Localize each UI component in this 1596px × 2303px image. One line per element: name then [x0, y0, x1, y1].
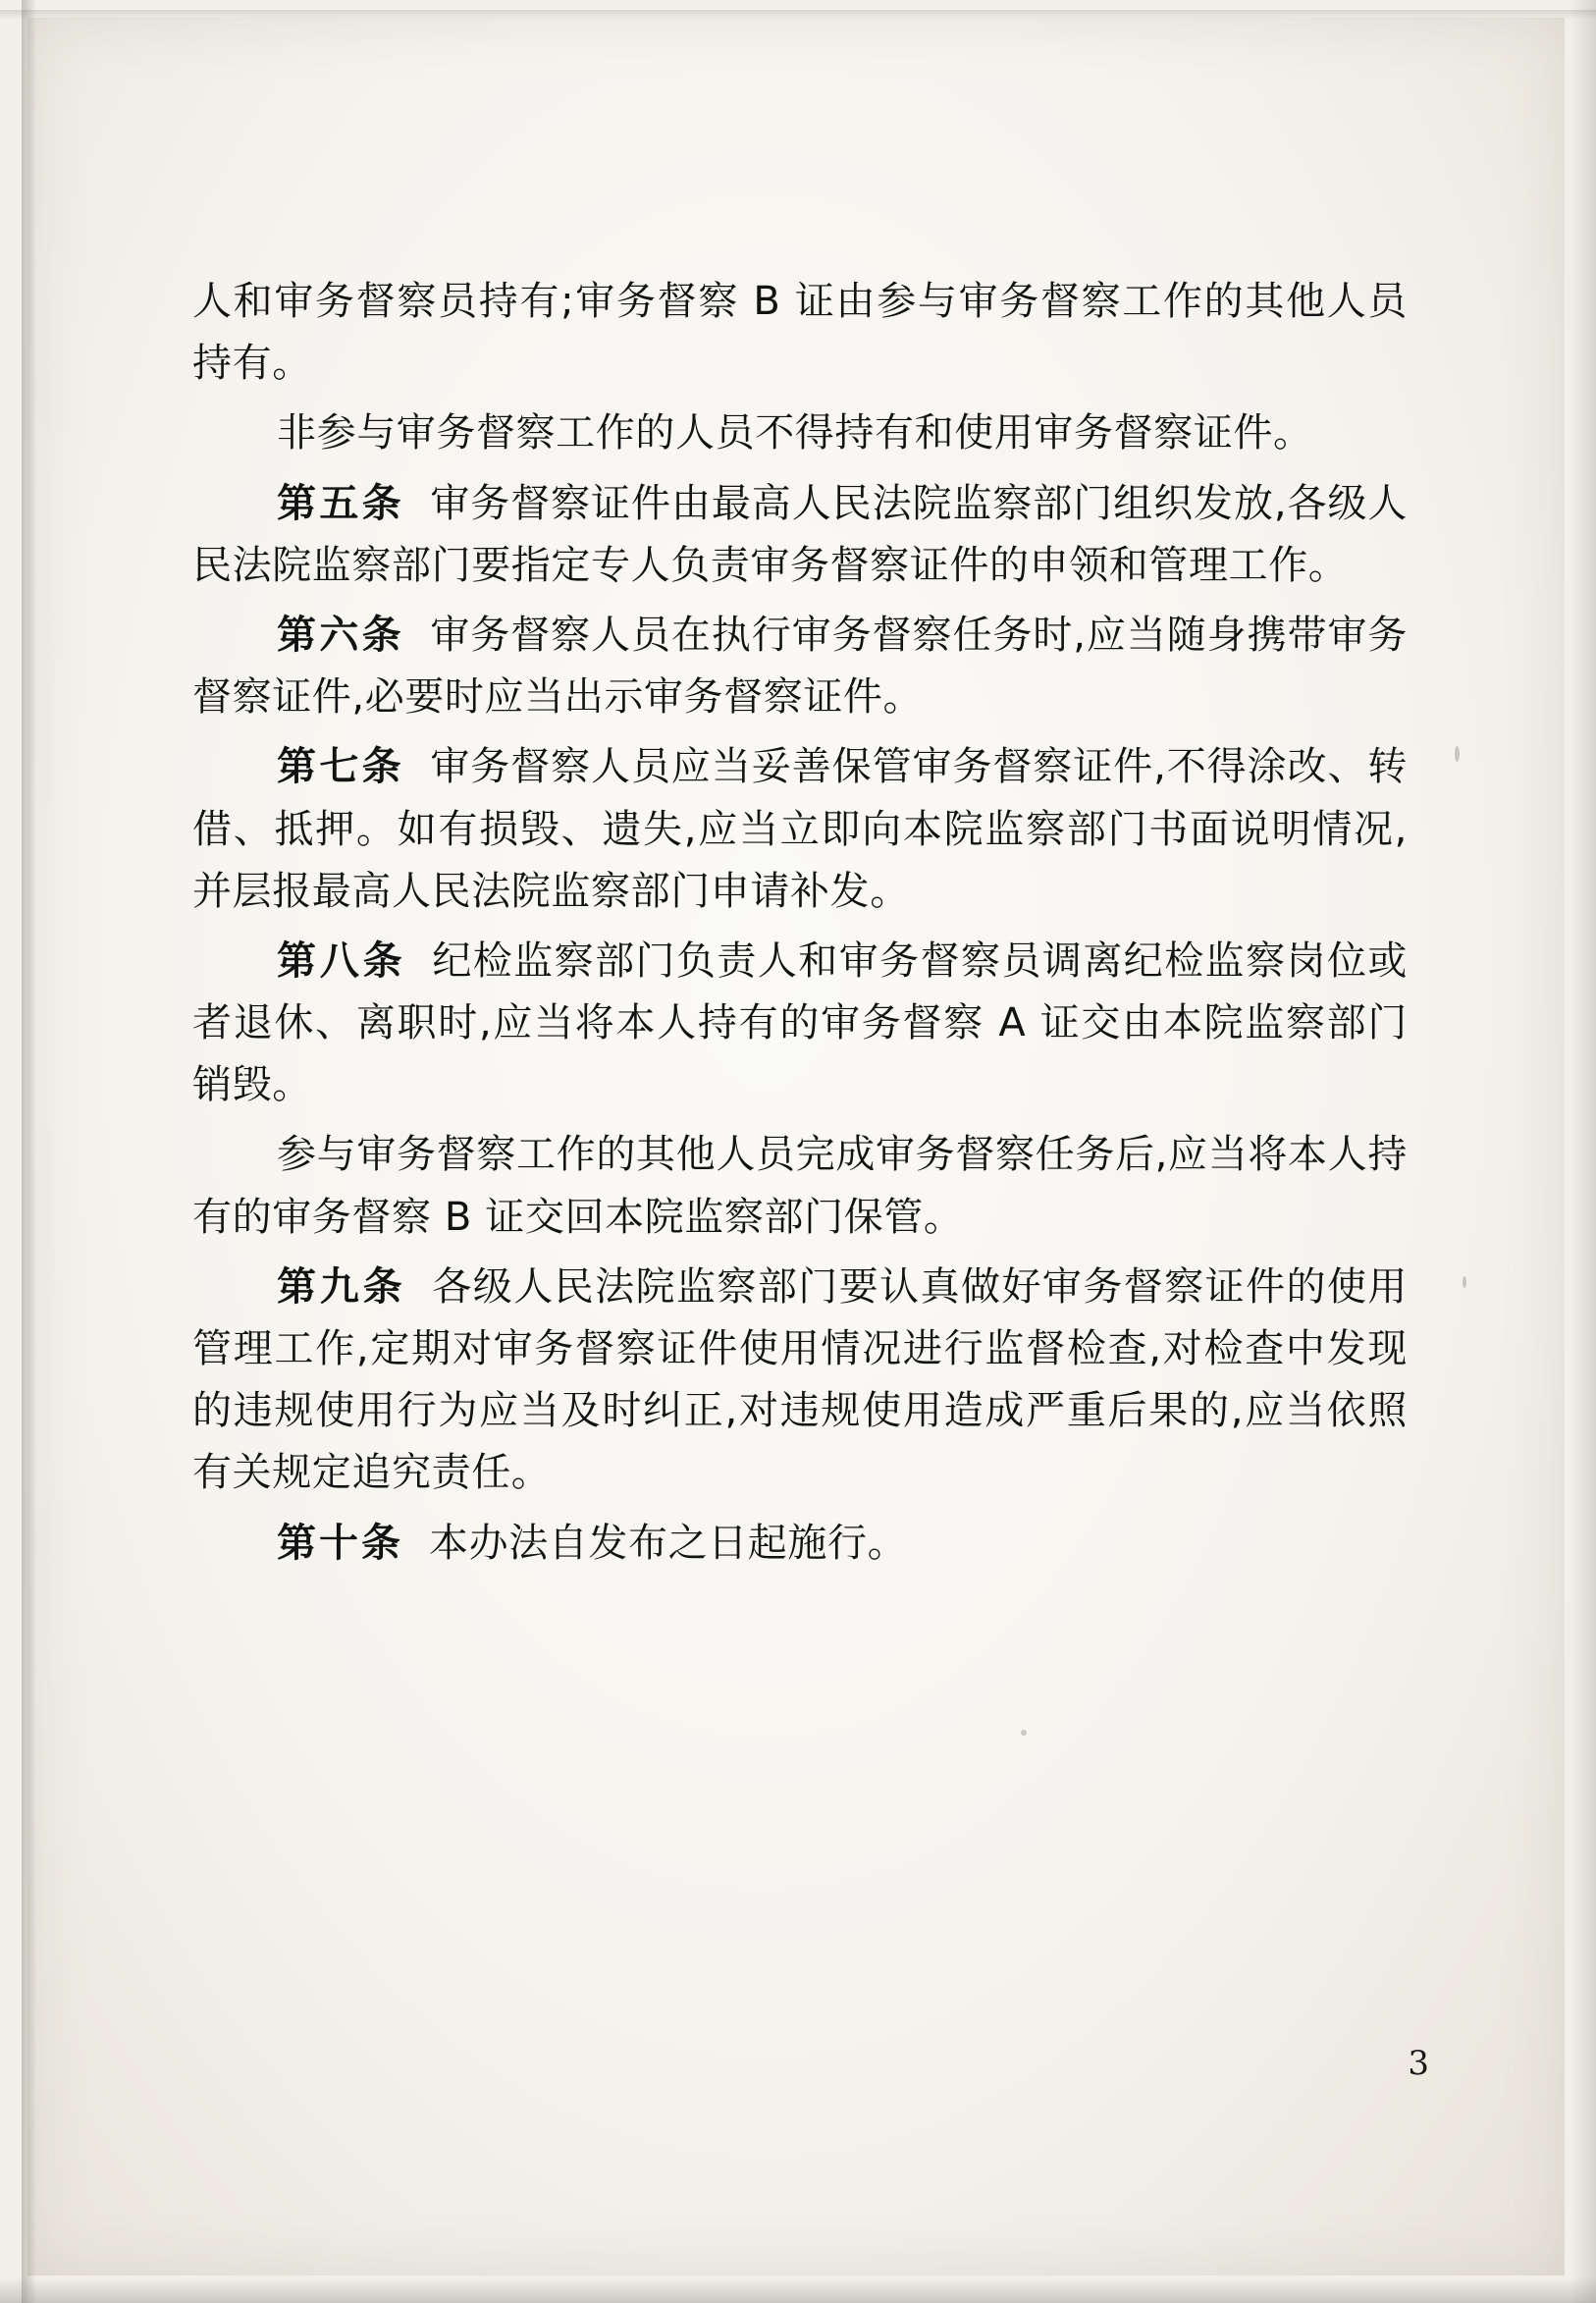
article-label: 第五条: [277, 480, 404, 526]
document-body: [192, 271, 1408, 1582]
article-label: 第九条: [277, 1263, 406, 1310]
paragraph-text: 本办法自发布之日起施行。: [429, 1520, 908, 1566]
paragraph-continued: [192, 271, 1408, 395]
paragraph-text: 人和审务督察员持有;审务督察 B 证由参与审务督察工作的其他人员持有。: [192, 279, 1408, 387]
article-10: [192, 1513, 1408, 1575]
scan-edge-right: [1570, 0, 1596, 2303]
paragraph-text: 审务督察人员在执行审务督察任务时,应当随身携带审务督察证件,必要时应当出示审务督察证件。: [192, 612, 1409, 721]
paragraph-non-participants: [192, 402, 1408, 464]
scan-edge-bottom: [0, 2277, 1596, 2303]
article-label: 第六条: [277, 612, 404, 658]
scan-edge-left: [22, 0, 35, 2303]
article-5: [192, 473, 1408, 597]
article-7: [192, 736, 1408, 923]
paragraph-text: 审务督察人员应当妥善保管审务督察证件,不得涂改、转借、抵押。如有损毁、遗失,应当立即向本院监察部门书面说明情况,并层报最高人民法院监察部门申请补发。: [192, 744, 1409, 914]
article-6: [192, 605, 1408, 728]
paragraph-text: 各级人民法院监察部门要认真做好审务督察证件的使用管理工作,定期对审务督察证件使用情况进行监督检查,对检查中发现的违规使用行为应当及时纠正,对违规使用造成严重后果的,应当依照有关规定追究责任。: [192, 1263, 1408, 1496]
paragraph-text: 审务督察证件由最高人民法院监察部门组织发放,各级人民法院监察部门要指定专人负责审务督察证件的申领和管理工作。: [192, 480, 1409, 588]
paragraph-text: 纪检监察部门负责人和审务督察员调离纪检监察岗位或者退休、离职时,应当将本人持有的审务督察 A 证交由本院监察部门销毁。: [192, 937, 1408, 1108]
article-9: [192, 1257, 1408, 1505]
scan-edge-top: [0, 10, 1596, 20]
article-label: 第十条: [277, 1520, 403, 1566]
scan-speck: [1021, 1730, 1027, 1736]
scan-speck: [1463, 1276, 1466, 1288]
paragraph-other-personnel: [192, 1124, 1408, 1248]
scan-speck: [1455, 746, 1460, 762]
page-number: 3: [1408, 2044, 1429, 2083]
paragraph-text: 非参与审务督察工作的人员不得持有和使用审务督察证件。: [277, 410, 1313, 456]
article-label: 第八条: [277, 937, 406, 984]
paragraph-text: 参与审务督察工作的其他人员完成审务督察任务后,应当将本人持有的审务督察 B 证交回本院监察部门保管。: [192, 1132, 1408, 1240]
article-8: [192, 931, 1408, 1117]
article-label: 第七条: [277, 744, 404, 790]
